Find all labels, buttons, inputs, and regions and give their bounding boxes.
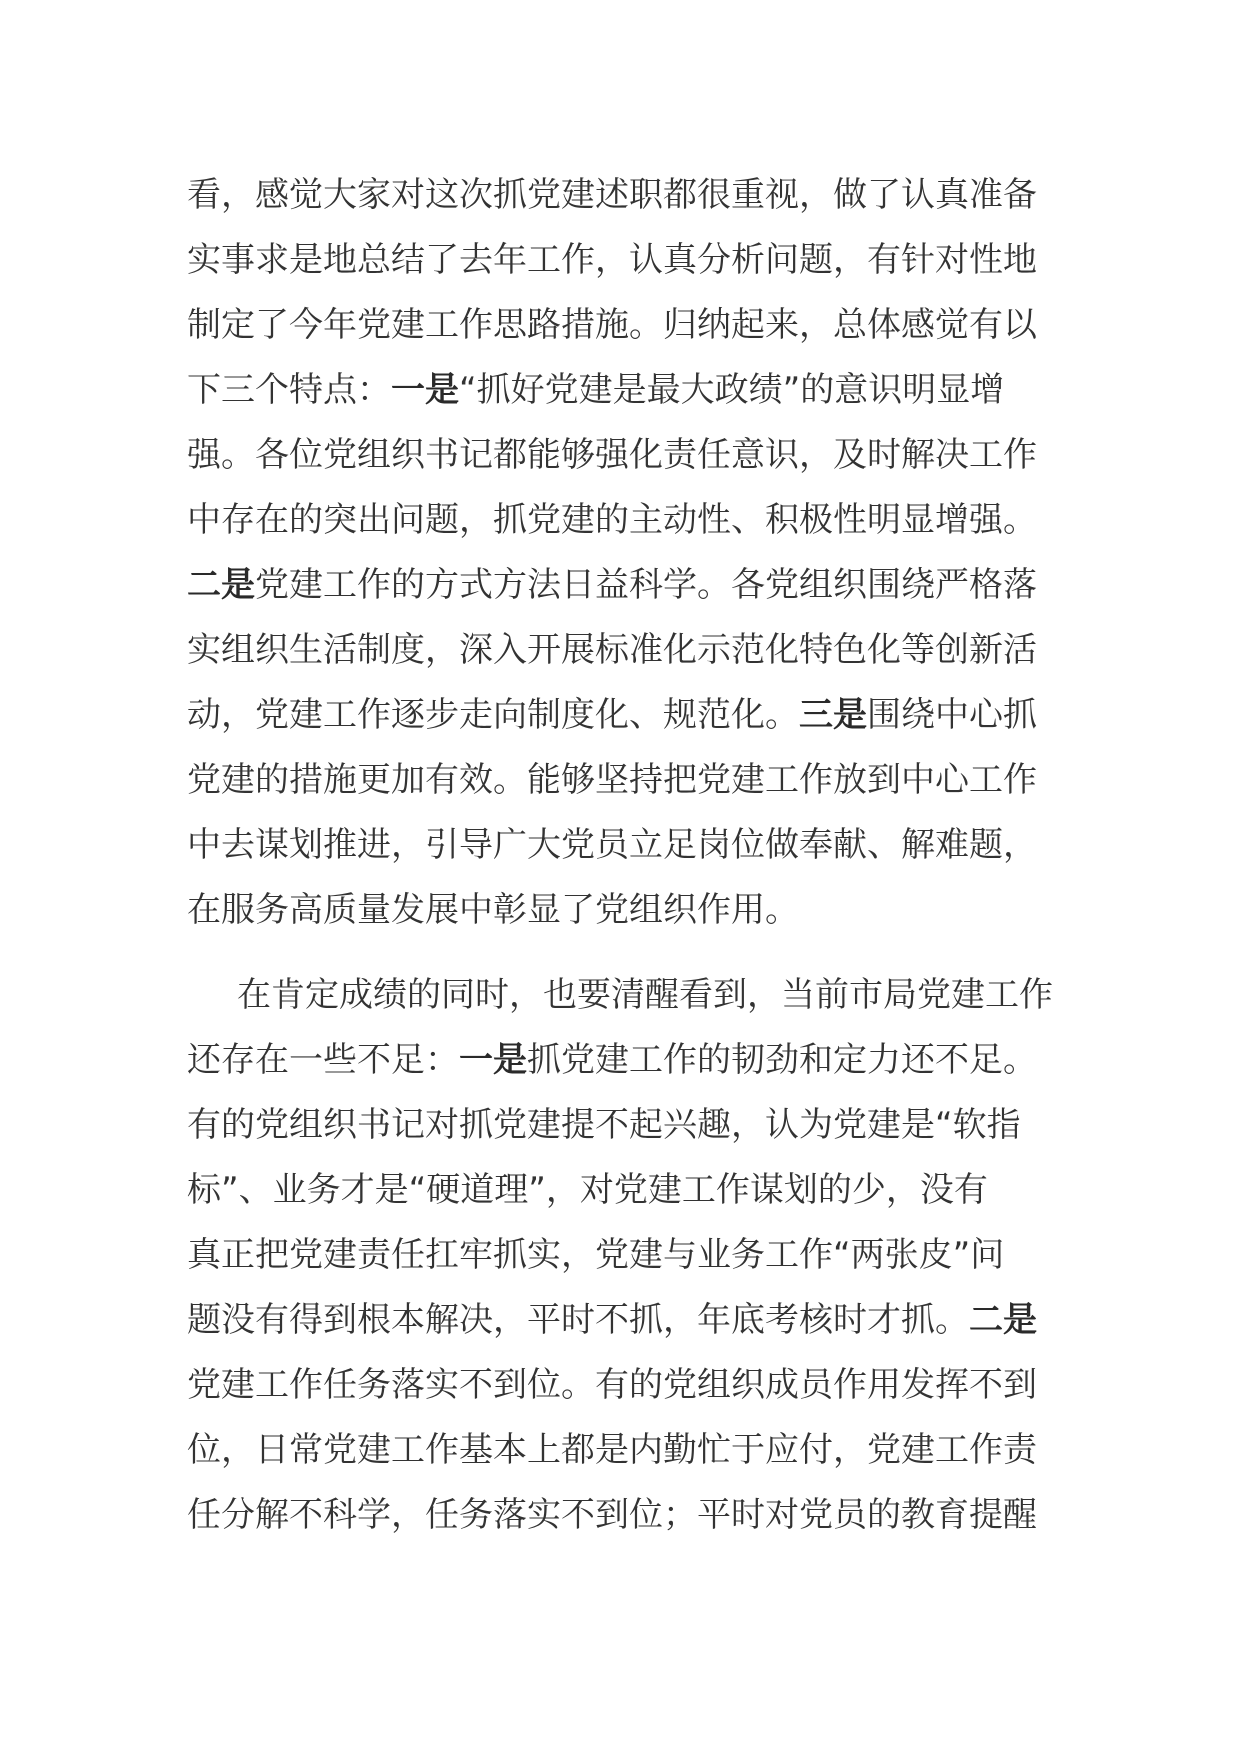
- paragraph-2: [187, 963, 1059, 1548]
- text-line: [187, 963, 1059, 1028]
- text-line: [187, 618, 1059, 683]
- text-segment: 强。各位党组织书记都能够强化责任意识，及时解决工作: [187, 435, 1037, 475]
- text-line: [187, 553, 1059, 618]
- text-line: [187, 1223, 1059, 1288]
- text-line: [187, 1353, 1059, 1418]
- text-line: [187, 488, 1059, 553]
- text-segment: 下三个特点：: [187, 370, 391, 410]
- bold-marker: 一是: [391, 370, 459, 410]
- text-segment: 标”、业务才是“硬道理”，对党建工作谋划的少，没有: [187, 1170, 988, 1210]
- paragraph-gap: [187, 943, 1059, 963]
- text-segment: 实事求是地总结了去年工作，认真分析问题，有针对性地: [187, 240, 1037, 280]
- text-segment: 党建的措施更加有效。能够坚持把党建工作放到中心工作: [187, 760, 1037, 800]
- text-line: [187, 1158, 1059, 1223]
- text-segment: 看，感觉大家对这次抓党建述职都很重视，做了认真准备: [187, 175, 1037, 215]
- text-line: [187, 1418, 1059, 1483]
- text-segment: 围绕中心抓: [867, 695, 1037, 735]
- text-line: [187, 683, 1059, 748]
- text-segment: “抓好党建是最大政绩”的意识明显增: [459, 370, 1005, 410]
- text-segment: 中存在的突出问题，抓党建的主动性、积极性明显增强。: [187, 500, 1037, 540]
- text-segment: 动，党建工作逐步走向制度化、规范化。: [187, 695, 799, 735]
- text-segment: 真正把党建责任扛牢抓实，党建与业务工作“两张皮”问: [187, 1235, 1005, 1275]
- text-segment: 还存在一些不足：: [187, 1040, 459, 1080]
- text-line: [187, 163, 1059, 228]
- text-segment: 党建工作的方式方法日益科学。各党组织围绕严格落: [255, 565, 1037, 605]
- document-body: [187, 163, 1059, 1548]
- bold-marker: 三是: [799, 695, 867, 735]
- text-line: [187, 813, 1059, 878]
- text-segment: 实组织生活制度，深入开展标准化示范化特色化等创新活: [187, 630, 1037, 670]
- text-segment: 抓党建工作的韧劲和定力还不足。: [527, 1040, 1037, 1080]
- text-line: [187, 748, 1059, 813]
- text-line: [187, 1483, 1059, 1548]
- text-line: [187, 1028, 1059, 1093]
- bold-marker: 二是: [187, 565, 255, 605]
- text-segment: 任分解不科学，任务落实不到位；平时对党员的教育提醒: [187, 1495, 1037, 1535]
- text-segment: 在肯定成绩的同时，也要清醒看到，当前市局党建工作: [237, 975, 1053, 1015]
- bold-marker: 一是: [459, 1040, 527, 1080]
- text-segment: 中去谋划推进，引导广大党员立足岗位做奉献、解难题，: [187, 825, 1037, 865]
- text-line: [187, 1093, 1059, 1158]
- text-segment: 党建工作任务落实不到位。有的党组织成员作用发挥不到: [187, 1365, 1037, 1405]
- text-segment: 题没有得到根本解决，平时不抓，年底考核时才抓。: [187, 1300, 969, 1340]
- text-line: [187, 1288, 1059, 1353]
- text-line: [187, 358, 1059, 423]
- text-segment: 制定了今年党建工作思路措施。归纳起来，总体感觉有以: [187, 305, 1037, 345]
- text-segment: 位，日常党建工作基本上都是内勤忙于应付，党建工作责: [187, 1430, 1037, 1470]
- text-line: [187, 228, 1059, 293]
- bold-marker: 二是: [969, 1300, 1037, 1340]
- text-line: [187, 423, 1059, 488]
- text-segment: 有的党组织书记对抓党建提不起兴趣，认为党建是“软指: [187, 1105, 1021, 1145]
- text-line: [187, 293, 1059, 358]
- text-line: [187, 878, 1059, 943]
- paragraph-1: [187, 163, 1059, 943]
- text-segment: 在服务高质量发展中彰显了党组织作用。: [187, 890, 799, 930]
